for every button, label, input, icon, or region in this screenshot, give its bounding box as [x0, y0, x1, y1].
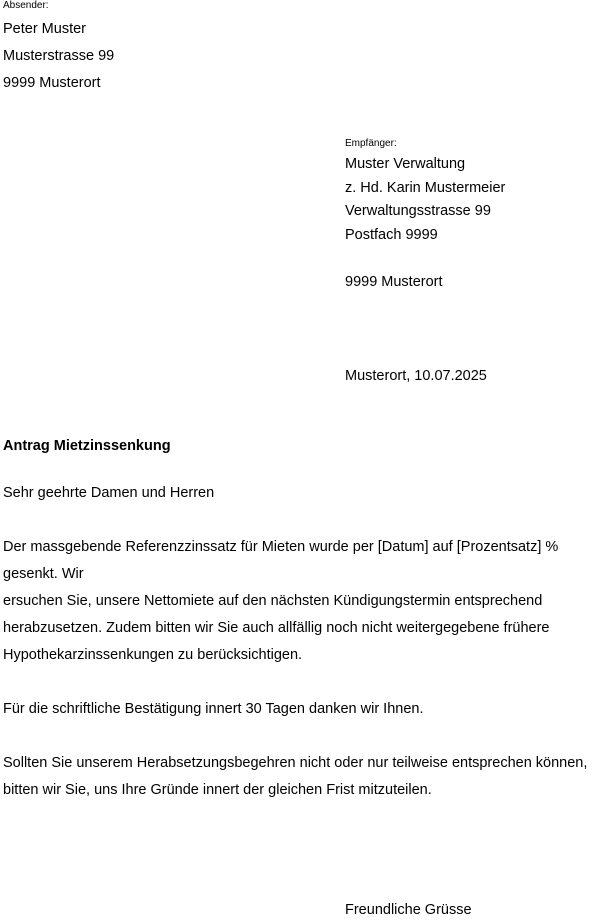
- sender-city: 9999 Musterort: [3, 75, 101, 91]
- salutation: Sehr geehrte Damen und Herren: [3, 485, 215, 501]
- recipient-street: Verwaltungsstrasse 99: [345, 203, 491, 219]
- body-line: Der massgebende Referenzzinssatz für Mieten wurde per [Datum] auf [Prozentsatz] %: [3, 539, 559, 555]
- recipient-city: 9999 Musterort: [345, 274, 443, 290]
- body-line: ersuchen Sie, unsere Nettomiete auf den nächsten Kündigungstermin entsprechend: [3, 593, 543, 609]
- body-paragraph-2: Für die schriftliche Bestätigung innert 30 Tagen danken wir Ihnen.: [3, 701, 424, 717]
- place-date: Musterort, 10.07.2025: [345, 368, 487, 384]
- recipient-attention: z. Hd. Karin Mustermeier: [345, 180, 506, 196]
- body-line: gesenkt. Wir: [3, 566, 84, 582]
- recipient-label: Empfänger:: [345, 138, 397, 149]
- body-paragraph-3: [3, 755, 607, 805]
- sender-name: Peter Muster: [3, 21, 86, 37]
- body-paragraph-1: [3, 539, 607, 669]
- closing: Freundliche Grüsse: [345, 902, 472, 918]
- body-line: Hypothekarzinssenkungen zu berücksichtigen.: [3, 647, 303, 663]
- body-line: bitten wir Sie, uns Ihre Gründe innert der gleichen Frist mitzuteilen.: [3, 782, 432, 798]
- sender-street: Musterstrasse 99: [3, 48, 115, 64]
- recipient-pobox: Postfach 9999: [345, 227, 438, 243]
- sender-label: Absender:: [3, 0, 49, 11]
- recipient-company: Muster Verwaltung: [345, 156, 466, 172]
- subject-line: Antrag Mietzinssenkung: [3, 438, 171, 454]
- body-line: herabzusetzen. Zudem bitten wir Sie auch allfällig noch nicht weitergegebene frühere: [3, 620, 550, 636]
- body-line: Sollten Sie unserem Herabsetzungsbegehren nicht oder nur teilweise entsprechen können,: [3, 755, 588, 771]
